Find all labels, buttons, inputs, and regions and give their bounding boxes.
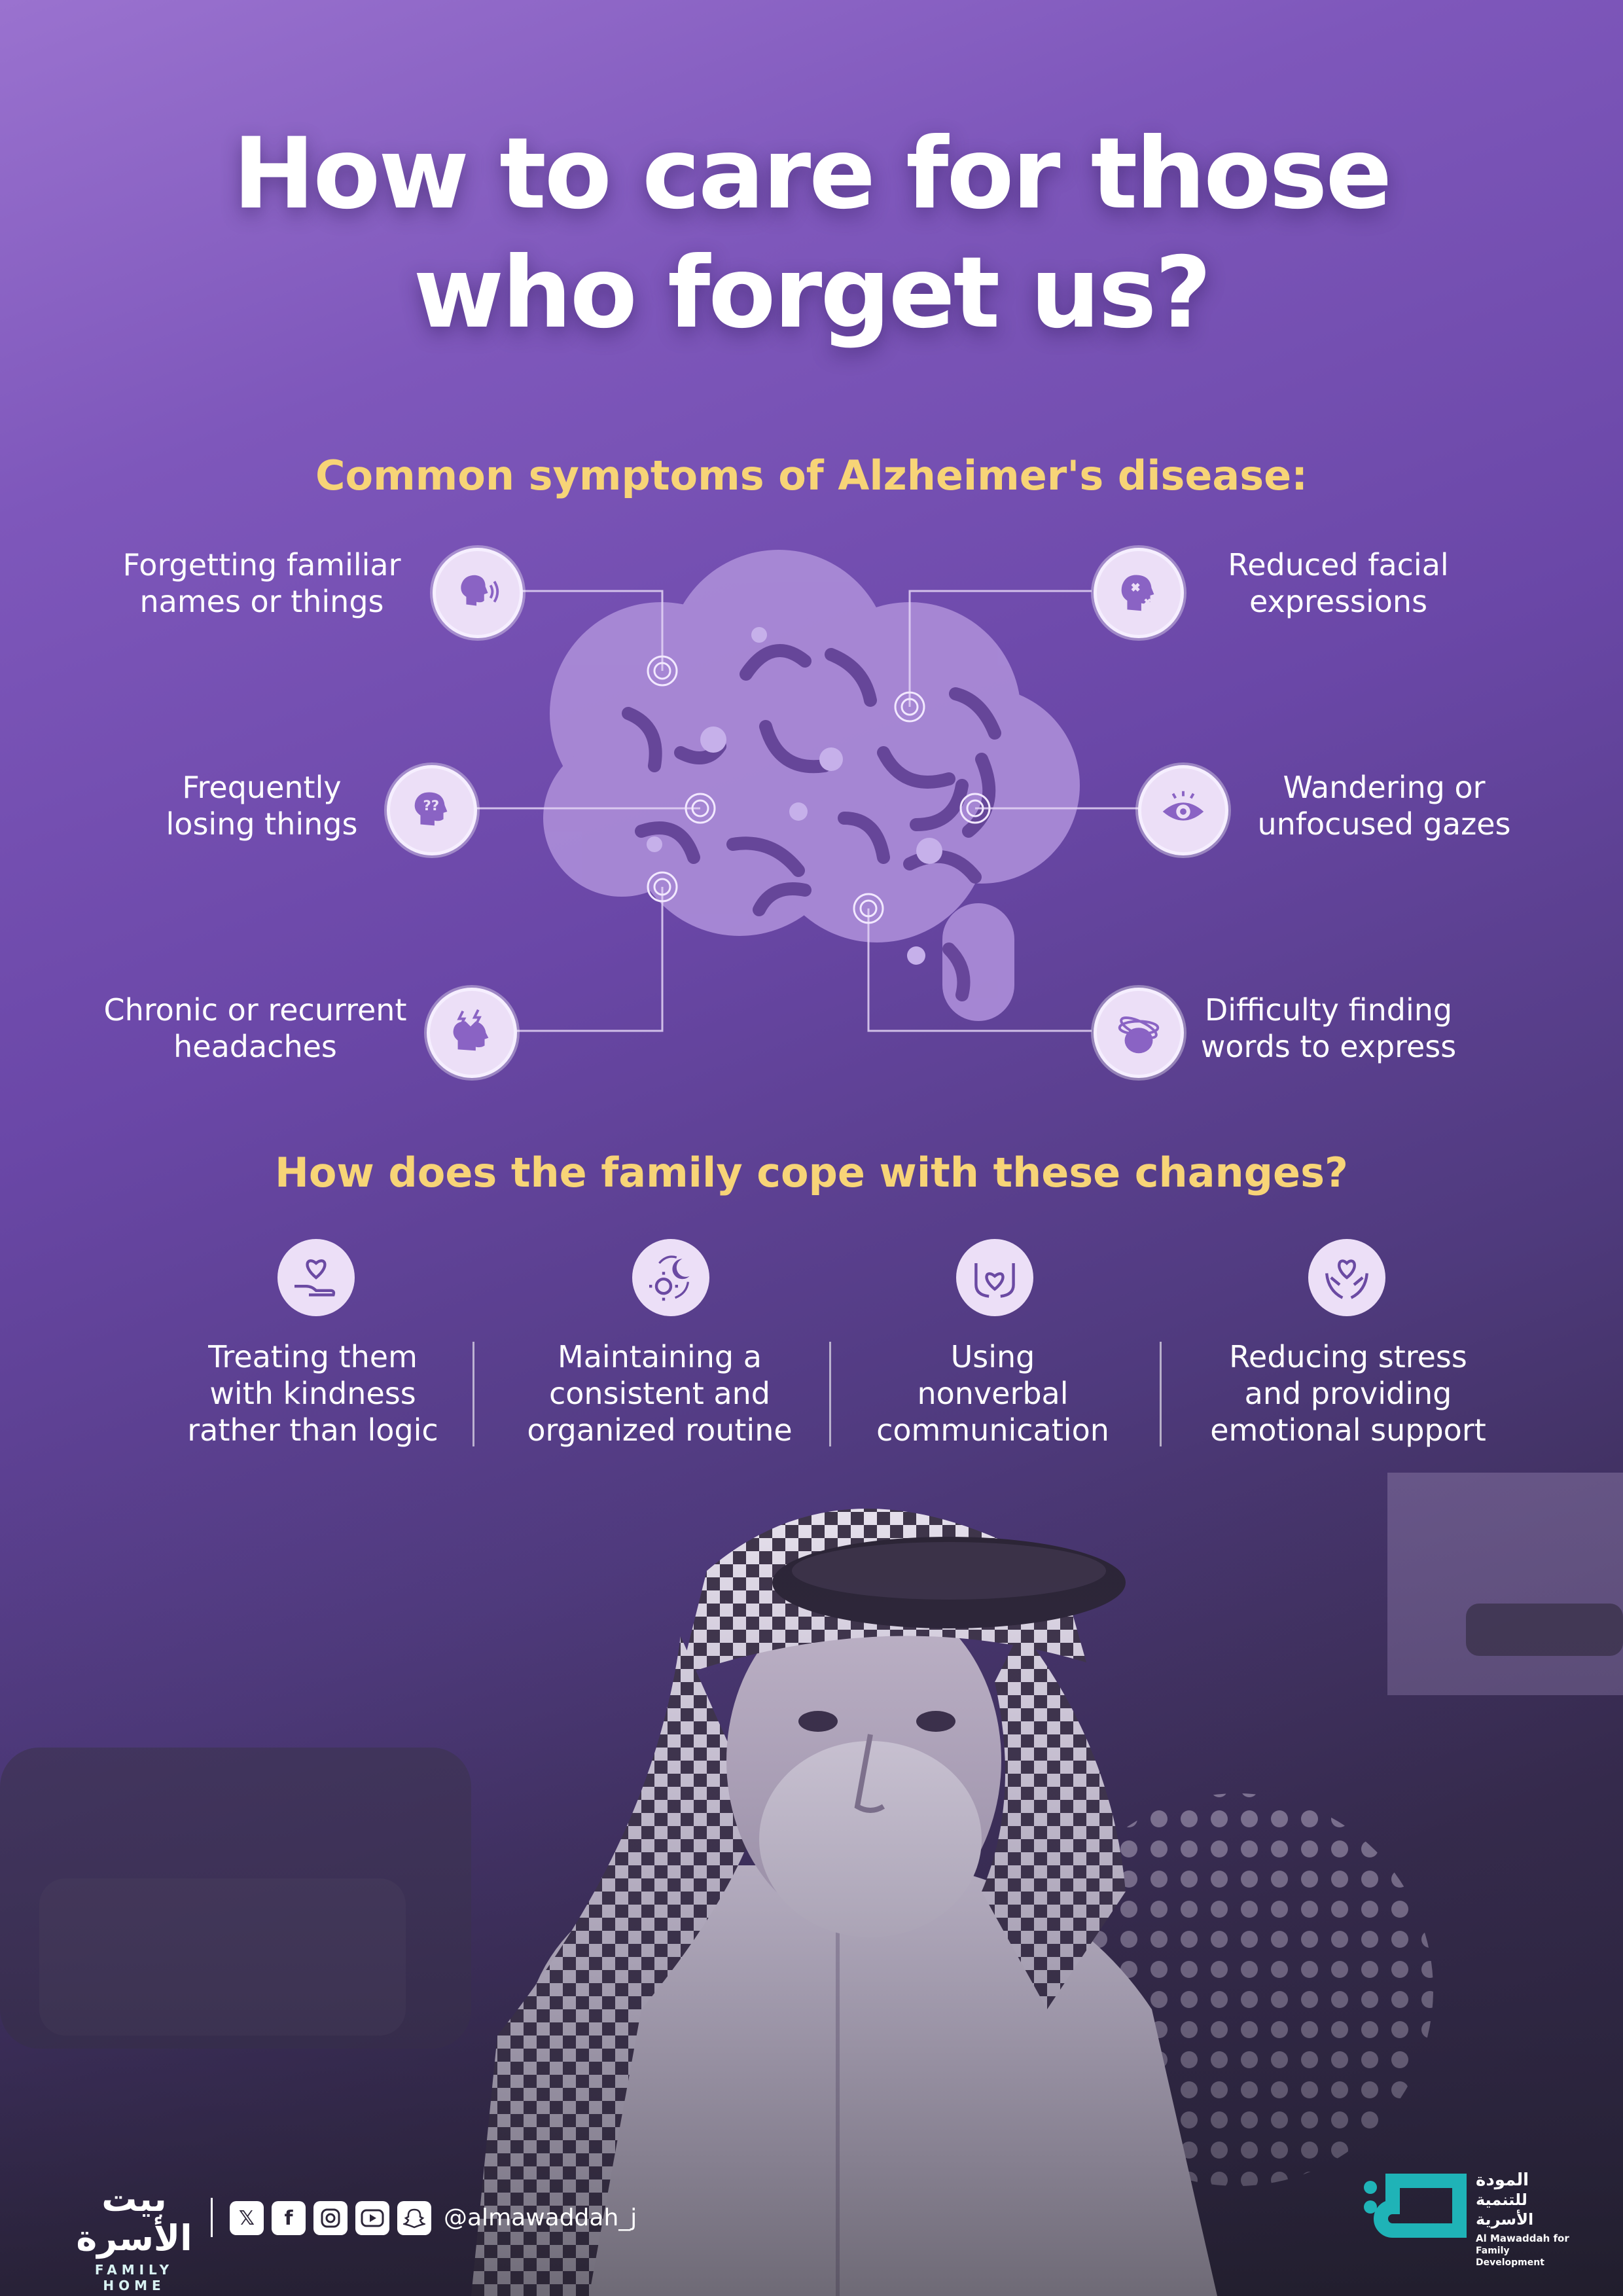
al-mawaddah-arabic-line-2: للتنمية الأسرية bbox=[1476, 2191, 1534, 2229]
heart-hand-icon bbox=[277, 1239, 355, 1316]
symptom-losing-things bbox=[131, 769, 393, 842]
headache-icon bbox=[427, 988, 517, 1078]
cope-nonverbal-line-1: Using bbox=[950, 1339, 1035, 1374]
symptom-finding-words-line-2: words to express bbox=[1200, 1029, 1457, 1064]
divider bbox=[473, 1342, 474, 1446]
symptom-forgetting-line-2: names or things bbox=[139, 584, 384, 619]
symptom-unfocused-gazes-line-2: unfocused gazes bbox=[1257, 806, 1511, 842]
title-line-1: How to care for those bbox=[232, 117, 1391, 231]
cope-routine-line-2: consistent and bbox=[549, 1376, 770, 1411]
divider bbox=[829, 1342, 831, 1446]
symptom-forgetting-line-1: Forgetting familiar bbox=[122, 547, 401, 583]
blank-face-icon bbox=[1094, 548, 1184, 638]
al-mawaddah-english-line-1: Al Mawaddah for bbox=[1476, 2233, 1569, 2244]
facebook-icon[interactable]: f bbox=[272, 2201, 306, 2235]
symptom-headaches bbox=[98, 992, 412, 1065]
cope-item-routine bbox=[516, 1338, 804, 1448]
symptom-forgetting bbox=[111, 547, 412, 620]
cope-kindness-line-1: Treating them bbox=[208, 1339, 418, 1374]
family-home-logo-english: FAMILY HOME bbox=[94, 2262, 174, 2293]
symptom-headaches-line-2: headaches bbox=[173, 1029, 337, 1064]
social-links bbox=[230, 2201, 431, 2235]
family-home-logo bbox=[62, 2179, 206, 2293]
symptom-unfocused-gazes-line-1: Wandering or bbox=[1283, 770, 1486, 805]
social-handle[interactable]: @almawaddah_j bbox=[444, 2204, 637, 2231]
symptom-losing-things-line-2: losing things bbox=[166, 806, 358, 842]
symptom-facial-expressions bbox=[1191, 547, 1486, 620]
symptom-facial-expressions-line-1: Reduced facial bbox=[1228, 547, 1449, 583]
dizzy-head-icon bbox=[1094, 988, 1184, 1078]
brain-icon bbox=[543, 550, 1080, 1021]
cope-nonverbal-line-3: communication bbox=[876, 1412, 1109, 1448]
al-mawaddah-english-line-2: Family Development bbox=[1476, 2246, 1544, 2268]
al-mawaddah-logo-mark bbox=[1361, 2166, 1472, 2245]
cope-support-line-2: and providing bbox=[1244, 1376, 1452, 1411]
symptom-headaches-line-1: Chronic or recurrent bbox=[103, 992, 407, 1028]
cope-item-emotional-support bbox=[1204, 1338, 1492, 1448]
cope-kindness-line-3: rather than logic bbox=[187, 1412, 438, 1448]
symptom-finding-words-line-1: Difficulty finding bbox=[1204, 992, 1453, 1028]
x-icon[interactable]: 𝕏 bbox=[230, 2201, 264, 2235]
al-mawaddah-logo-text bbox=[1476, 2170, 1580, 2269]
family-home-logo-arabic: بيت الأسرة bbox=[76, 2178, 192, 2259]
cope-support-line-3: emotional support bbox=[1210, 1412, 1486, 1448]
symptom-losing-things-line-1: Frequently bbox=[182, 770, 342, 805]
cope-nonverbal-line-2: nonverbal bbox=[917, 1376, 1069, 1411]
cope-item-kindness bbox=[169, 1338, 457, 1448]
instagram-icon[interactable] bbox=[313, 2201, 348, 2235]
cope-item-nonverbal bbox=[849, 1338, 1137, 1448]
hands-holding-heart-icon bbox=[1308, 1239, 1385, 1316]
symptom-finding-words bbox=[1185, 992, 1472, 1065]
title-line-2: who forget us? bbox=[413, 236, 1210, 350]
confused-head-icon bbox=[387, 765, 477, 855]
cope-routine-line-1: Maintaining a bbox=[558, 1339, 762, 1374]
day-night-cycle-icon bbox=[632, 1239, 709, 1316]
heart-hands-gesture-icon bbox=[956, 1239, 1033, 1316]
youtube-icon[interactable] bbox=[355, 2201, 389, 2235]
symptoms-heading: Common symptoms of Alzheimer's disease: bbox=[315, 452, 1308, 499]
footer-divider bbox=[211, 2198, 213, 2237]
cope-heading: How does the family cope with these changes? bbox=[275, 1149, 1348, 1196]
eye-icon bbox=[1138, 765, 1228, 855]
symptom-unfocused-gazes bbox=[1247, 769, 1522, 842]
symptom-facial-expressions-line-2: expressions bbox=[1249, 584, 1428, 619]
snapchat-icon[interactable] bbox=[397, 2201, 431, 2235]
divider bbox=[1160, 1342, 1162, 1446]
speaking-head-icon bbox=[433, 548, 523, 638]
cope-routine-line-3: organized routine bbox=[527, 1412, 793, 1448]
cope-support-line-1: Reducing stress bbox=[1229, 1339, 1467, 1374]
cope-kindness-line-2: with kindness bbox=[209, 1376, 416, 1411]
al-mawaddah-arabic-line-1: المودة bbox=[1476, 2170, 1529, 2190]
svg-text:??: ?? bbox=[423, 798, 440, 814]
